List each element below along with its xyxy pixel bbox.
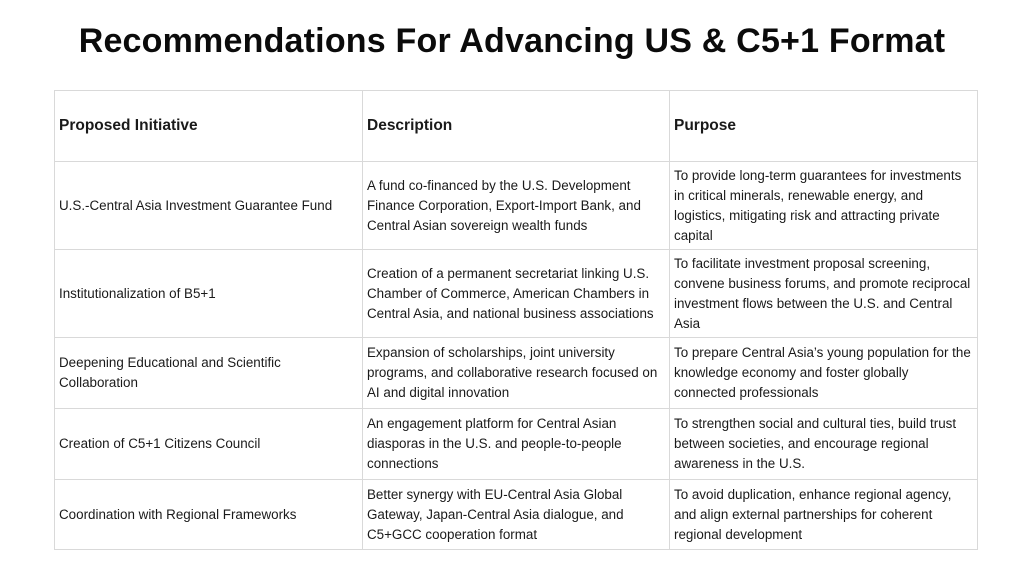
initiative-cell: Creation of C5+1 Citizens Council <box>55 409 363 480</box>
description-cell: Better synergy with EU-Central Asia Global Gateway, Japan-Central Asia dialogue, and C5+GCC cooperation format <box>363 480 670 550</box>
column-header-description: Description <box>363 91 670 162</box>
initiative-cell: Institutionalization of B5+1 <box>55 250 363 338</box>
table-row <box>55 480 978 550</box>
description-cell: Creation of a permanent secretariat linking U.S. Chamber of Commerce, American Chambers in Central Asia, and national business associations <box>363 250 670 338</box>
purpose-cell: To prepare Central Asia’s young population for the knowledge economy and foster globally connected professionals <box>670 338 978 409</box>
initiative-cell: Deepening Educational and Scientific Collaboration <box>55 338 363 409</box>
table-row <box>55 338 978 409</box>
table-row <box>55 162 978 250</box>
purpose-cell: To provide long-term guarantees for investments in critical minerals, renewable energy, and logistics, mitigating risk and attracting private capital <box>670 162 978 250</box>
table-row <box>55 409 978 480</box>
description-cell: Expansion of scholarships, joint university programs, and collaborative research focused on AI and digital innovation <box>363 338 670 409</box>
page-title: Recommendations For Advancing US & C5+1 Format <box>78 22 946 60</box>
recommendations-table <box>54 90 978 550</box>
table-header-row <box>55 91 978 162</box>
description-cell: An engagement platform for Central Asian diasporas in the U.S. and people-to-people connections <box>363 409 670 480</box>
purpose-cell: To avoid duplication, enhance regional agency, and align external partnerships for coherent regional development <box>670 480 978 550</box>
initiative-cell: U.S.-Central Asia Investment Guarantee Fund <box>55 162 363 250</box>
purpose-cell: To strengthen social and cultural ties, build trust between societies, and encourage regional awareness in the U.S. <box>670 409 978 480</box>
description-cell: A fund co-financed by the U.S. Development Finance Corporation, Export-Import Bank, and Central Asian sovereign wealth funds <box>363 162 670 250</box>
column-header-initiative: Proposed Initiative <box>55 91 363 162</box>
purpose-cell: To facilitate investment proposal screening, convene business forums, and promote reciprocal investment flows between the U.S. and Central Asia <box>670 250 978 338</box>
table-row <box>55 250 978 338</box>
column-header-purpose: Purpose <box>670 91 978 162</box>
initiative-cell: Coordination with Regional Frameworks <box>55 480 363 550</box>
